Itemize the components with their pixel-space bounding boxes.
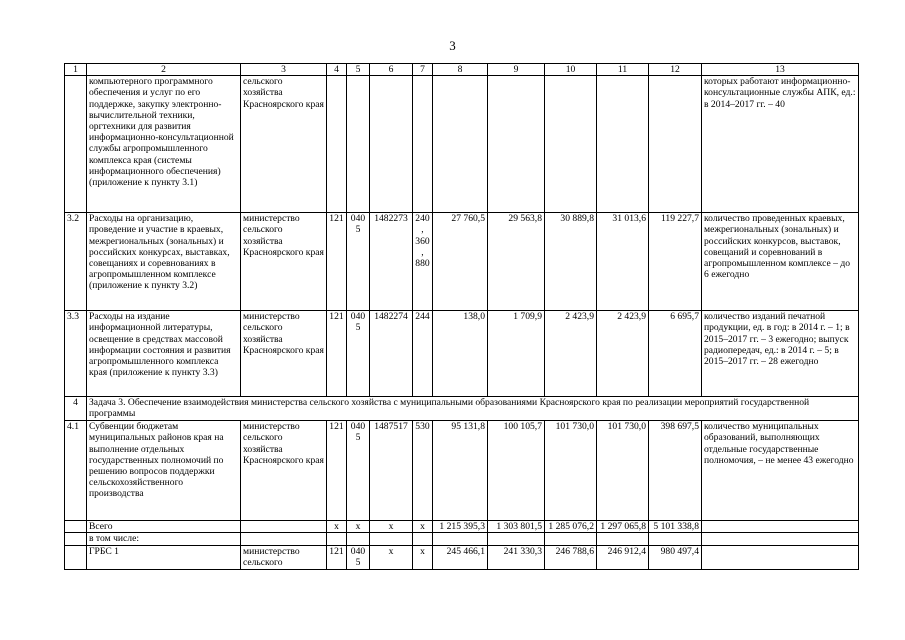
program-table bbox=[64, 63, 859, 570]
task-title: Задача 3. Обеспечение взаимодействия министерства сельского хозяйства с муниципальными образованиями Красноярского края по реализации мероприятий государственной программы bbox=[87, 397, 859, 421]
amount-total: 6 695,7 bbox=[649, 311, 702, 397]
header-cell: 4 bbox=[327, 64, 347, 76]
header-cell: 2 bbox=[87, 64, 241, 76]
table-row bbox=[65, 421, 859, 521]
section-code: 0405 bbox=[347, 213, 370, 311]
amount-total: 5 101 338,8 bbox=[649, 521, 702, 533]
expense-type: x bbox=[413, 545, 433, 569]
header-row bbox=[65, 64, 859, 76]
grbs-code: x bbox=[327, 521, 347, 533]
amount-2017: 1 297 065,8 bbox=[597, 521, 649, 533]
grbs-row bbox=[65, 545, 859, 569]
grbs-code: 121 bbox=[327, 311, 347, 397]
grbs-code: 121 bbox=[327, 545, 347, 569]
amount-2015: 1 709,9 bbox=[488, 311, 545, 397]
grbs-code: 121 bbox=[327, 213, 347, 311]
measure-name: Расходы на организацию, проведение и участие в краевых, межрегиональных (зональных) и российских конкурсах, выставках, совещаниях и соревнованиях в агропромышленном комплексе (приложение к пункту 3.2) bbox=[87, 213, 241, 311]
including-label: в том числе: bbox=[87, 533, 241, 545]
measure-name: компьютерного программного обеспечения и услуг по его поддержке, закупку электронно-вычислительной техники, оргтехники для развития информационно-консультационной службы агропромышленного комплекса края (системы информационного обеспечения) (приложение к пункту 3.1) bbox=[87, 76, 241, 213]
header-cell: 12 bbox=[649, 64, 702, 76]
header-cell: 1 bbox=[65, 64, 87, 76]
including-row bbox=[65, 533, 859, 545]
section-code: 0405 bbox=[347, 311, 370, 397]
table-row bbox=[65, 76, 859, 213]
header-cell: 3 bbox=[241, 64, 327, 76]
expense-type: 240, 360, 880 bbox=[413, 213, 433, 311]
expense-type: 244 bbox=[413, 311, 433, 397]
target-article: 1482274 bbox=[370, 311, 413, 397]
header-cell: 9 bbox=[488, 64, 545, 76]
expected-result: количество проведенных краевых, межрегиональных (зональных) и российских конкурсов, выставок, совещаний и соревнований в агропромышленном комплексе – до 6 ежегодно bbox=[702, 213, 859, 311]
header-cell: 5 bbox=[347, 64, 370, 76]
measure-name: Расходы на издание информационной литературы, освещение в средствах массовой информации состояния и развития агропромышленного комплекса края (приложение к пункту 3.3) bbox=[87, 311, 241, 397]
amount-2014: 27 760,5 bbox=[433, 213, 488, 311]
amount-2016: 2 423,9 bbox=[545, 311, 597, 397]
amount-2014: 245 466,1 bbox=[433, 545, 488, 569]
task-row bbox=[65, 397, 859, 421]
expected-result: количество муниципальных образований, выполняющих отдельные государственные полномочия, – не менее 43 ежегодно bbox=[702, 421, 859, 521]
amount-2016: 1 285 076,2 bbox=[545, 521, 597, 533]
total-row bbox=[65, 521, 859, 533]
administrator: министерство сельского bbox=[241, 545, 327, 569]
amount-2015: 29 563,8 bbox=[488, 213, 545, 311]
target-article: 1482273 bbox=[370, 213, 413, 311]
amount-2014: 95 131,8 bbox=[433, 421, 488, 521]
amount-2015: 241 330,3 bbox=[488, 545, 545, 569]
amount-2016: 246 788,6 bbox=[545, 545, 597, 569]
target-article: 1487517 bbox=[370, 421, 413, 521]
amount-total: 980 497,4 bbox=[649, 545, 702, 569]
header-cell: 13 bbox=[702, 64, 859, 76]
row-number: 4.1 bbox=[65, 421, 87, 521]
amount-2014: 138,0 bbox=[433, 311, 488, 397]
target-article: x bbox=[370, 545, 413, 569]
row-number: 3.2 bbox=[65, 213, 87, 311]
amount-2016: 30 889,8 bbox=[545, 213, 597, 311]
expected-result: количество изданий печатной продукции, ед. в год: в 2014 г. – 1; в 2015–2017 гг. – 3 ежегодно; выпуск радиопередач, ед.: в 2014 г. – 5; в 2015–2017 гг. – 28 ежегодно bbox=[702, 311, 859, 397]
amount-2017: 246 912,4 bbox=[597, 545, 649, 569]
target-article: x bbox=[370, 521, 413, 533]
expected-result: которых работают информационно-консультационные службы АПК, ед.: в 2014–2017 гг. – 40 bbox=[702, 76, 859, 213]
expense-type: 530 bbox=[413, 421, 433, 521]
amount-total: 398 697,5 bbox=[649, 421, 702, 521]
grbs-code: 121 bbox=[327, 421, 347, 521]
expense-type: x bbox=[413, 521, 433, 533]
amount-2015: 1 303 801,5 bbox=[488, 521, 545, 533]
total-label: Всего bbox=[87, 521, 241, 533]
header-cell: 8 bbox=[433, 64, 488, 76]
row-number: 3.3 bbox=[65, 311, 87, 397]
row-number: 4 bbox=[65, 397, 87, 421]
amount-2017: 101 730,0 bbox=[597, 421, 649, 521]
section-code: 0405 bbox=[347, 545, 370, 569]
table-row bbox=[65, 311, 859, 397]
amount-2016: 101 730,0 bbox=[545, 421, 597, 521]
administrator: сельского хозяйства Красноярского края bbox=[241, 76, 327, 213]
header-cell: 7 bbox=[413, 64, 433, 76]
amount-2014: 1 215 395,3 bbox=[433, 521, 488, 533]
header-cell: 10 bbox=[545, 64, 597, 76]
amount-2017: 2 423,9 bbox=[597, 311, 649, 397]
administrator: министерство сельского хозяйства Красноярского края bbox=[241, 213, 327, 311]
amount-total: 119 227,7 bbox=[649, 213, 702, 311]
administrator: министерство сельского хозяйства Красноярского края bbox=[241, 311, 327, 397]
section-code: x bbox=[347, 521, 370, 533]
header-cell: 6 bbox=[370, 64, 413, 76]
row-number bbox=[65, 76, 87, 213]
header-cell: 11 bbox=[597, 64, 649, 76]
amount-2017: 31 013,6 bbox=[597, 213, 649, 311]
amount-2015: 100 105,7 bbox=[488, 421, 545, 521]
administrator: министерство сельского хозяйства Красноярского края bbox=[241, 421, 327, 521]
table-row bbox=[65, 213, 859, 311]
grbs-label: ГРБС 1 bbox=[87, 545, 241, 569]
measure-name: Субвенции бюджетам муниципальных районов края на выполнение отдельных государственных полномочий по решению вопросов поддержки сельскохозяйственного производства bbox=[87, 421, 241, 521]
section-code: 0405 bbox=[347, 421, 370, 521]
page-number: 3 bbox=[449, 38, 456, 53]
